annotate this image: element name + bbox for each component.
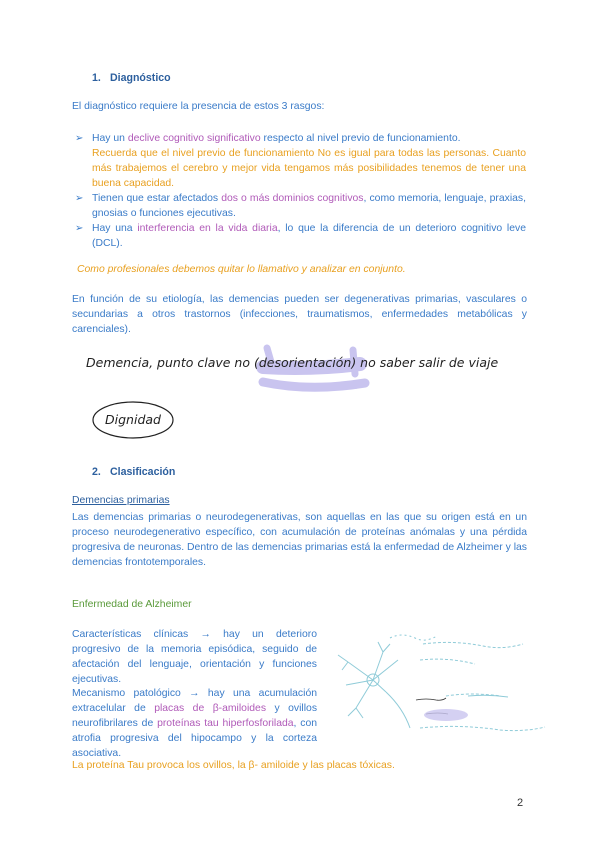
primary-dementias-paragraph: Las demencias primarias o neurodegenerativas, son aquellas en las que su origen está en un proceso neurodegenerativo específico, con acumulación de proteínas anómalas y una pérdida progresiva de neuronas. Dentro de las demencias primarias está la enfermedad de Alzheimer y las demencias frontotemporales. (72, 512, 527, 568)
bullet-1-highlight: declive cognitivo significativo (127, 133, 261, 144)
tau-highlight: proteínas tau hiperfosforilada (157, 718, 294, 729)
arrow-bullet-icon: ➢ (75, 223, 84, 234)
handwritten-annotation (80, 340, 530, 445)
bullet-2-highlight: dos o más dominios cognitivos (221, 193, 364, 204)
marker-stroke (263, 382, 365, 387)
bullet-1-note: Recuerda que el nivel previo de funcionamiento No es igual para todas las personas. Cuanto más trabajemos el cerebro y mejor vida tengamos más posibilidades tenemos de tener una buena capacidad. (92, 148, 526, 189)
alzheimer-mechanism: Mecanismo patológico → hay una acumulación extracelular de placas de β-amiloides y ovillos neurofibrilares de proteínas tau hiperfosforilada, con atrofia progresiva del hipocampo y la corteza asociativa. (72, 688, 318, 759)
alzheimer-clinical: Características clínicas → hay un deterioro progresivo de la memoria episódica, seguido de afectación del lenguaje, orientación y funciones ejecutivas. (72, 629, 317, 685)
professional-note: Como profesionales debemos quitar lo llamativo y analizar en conjunto. (77, 264, 406, 275)
alzheimer-title: Enfermedad de Alzheimer (72, 599, 192, 610)
handwritten-note: Demencia, punto clave no (desorientación) no saber salir de viaje (86, 355, 499, 370)
bullet-2: ➢ Tienen que estar afectados dos o más dominios cognitivos, como memoria, lenguaje, praxias, gnosias o funciones ejecutivas. (75, 193, 526, 219)
section-2-title: Clasificación (110, 466, 176, 478)
sketch-marker (424, 709, 468, 721)
tau-note: La proteína Tau provoca los ovillos, la β- amiloide y las placas tóxicas. (72, 760, 395, 771)
bullet-3: ➢ Hay una interferencia en la vida diaria, lo que la diferencia de un deterioro cognitivo leve (DCL). (75, 223, 526, 249)
handwritten-oval-text: Dignidad (105, 412, 161, 427)
arrow-bullet-icon: ➢ (75, 133, 84, 144)
section-1-title: Diagnóstico (110, 72, 171, 84)
bullet-3-highlight: interferencia en la vida diaria (137, 223, 278, 234)
primary-dementias-subheading: Demencias primarias (72, 495, 170, 506)
bullet-1: ➢ Hay un declive cognitivo significativo respecto al nivel previo de funcionamiento. Recuerda que el nivel previo de funcionamiento No es igual para todas las personas. Cuanto más trabajemos el cerebro y mejor vida tengamos más posibilidades tenemos de tener una buena capacidad. (75, 133, 526, 189)
section-1-heading (92, 72, 171, 84)
marker-dot (351, 381, 359, 389)
arrow-bullet-icon: ➢ (75, 193, 84, 204)
section-2-number: 2. (92, 466, 101, 478)
beta-amyloid-highlight: placas de β-amiloides (154, 703, 267, 714)
diagnosis-intro: El diagnóstico requiere la presencia de estos 3 rasgos: (72, 101, 325, 112)
section-2-heading (92, 466, 175, 478)
neuron-sketch (328, 630, 558, 745)
section-1-number: 1. (92, 72, 101, 84)
etiology-paragraph: En función de su etiología, las demencias pueden ser degenerativas primarias, vasculares o secundarias a otros trastornos (infecciones, traumatismos, enfermedades metabólicas y carenciales). (72, 294, 527, 335)
page-number: 2 (517, 797, 524, 809)
